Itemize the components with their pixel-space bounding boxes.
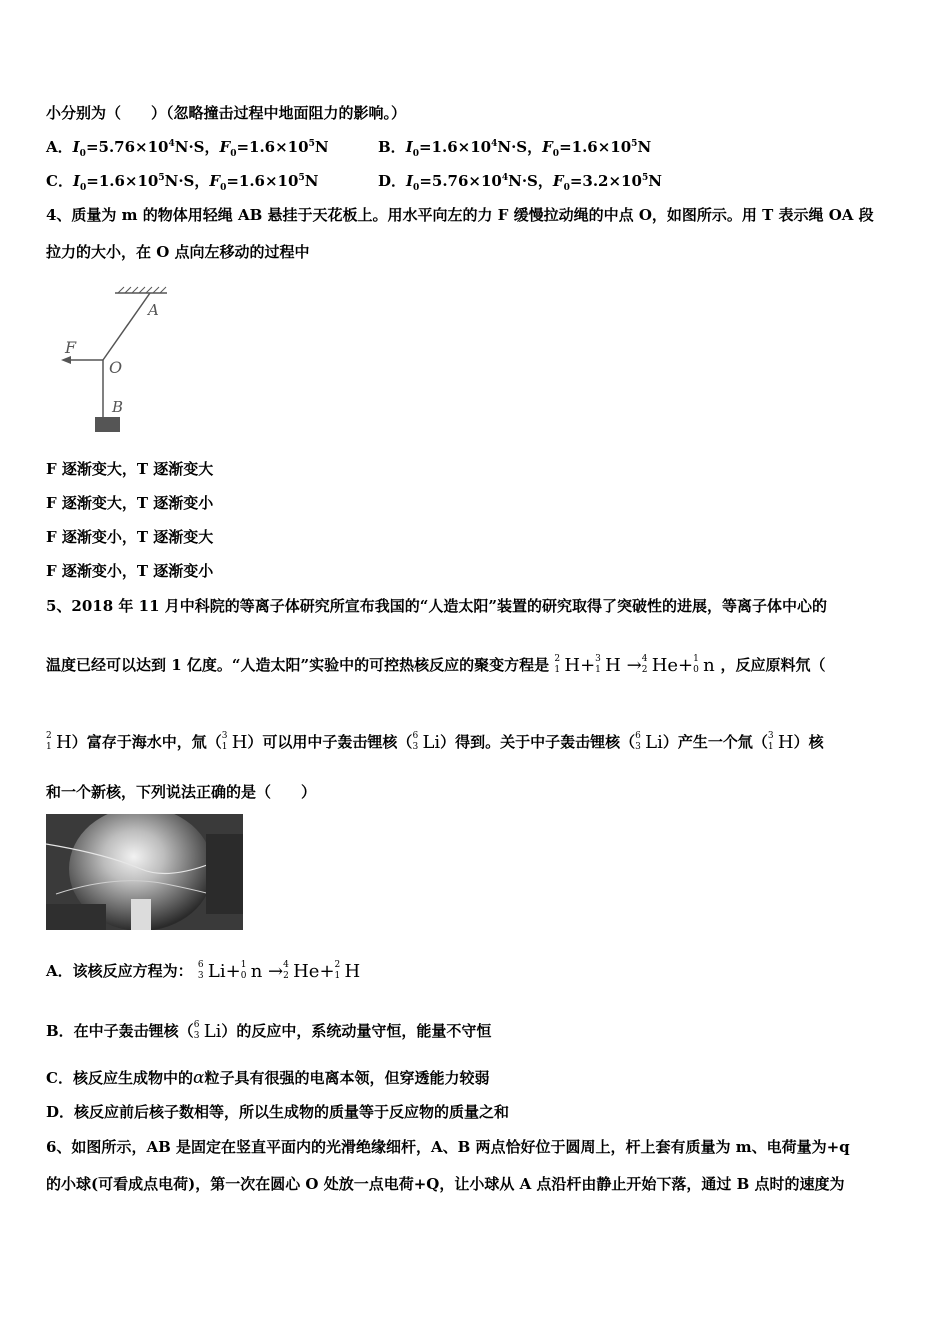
label-o: O <box>109 358 123 377</box>
label-f: F <box>65 338 77 357</box>
q3-option-d[interactable]: D．$I_0=5.76\times 10^4N\cdot S$，$F_0=3.2\times 10^5N$ <box>378 172 662 193</box>
q3-option-a[interactable]: A．$I_0=5.76\times 10^4N\cdot S$，$F_0=1.6\times 10^5N$ <box>46 138 329 159</box>
q4-option-a[interactable]: F 逐渐变大，T 逐渐变大 <box>46 460 214 478</box>
label-b: B <box>112 398 124 416</box>
q5-stem-line3: 2 1 H）富存于海水中，氚（ 3 1 H）可以用中子轰击锂核（ 6 3 Li）得到。关于中子轰击锂核（ 6 3 Li）产生一个氚（ 3 1 H）核 <box>46 731 824 753</box>
q6-stem-line2: 的小球(可看成点电荷)，第一次在圆心 O 处放一点电荷+Q，让小球从 A 点沿杆由静止开始下落，通过 B 点时的速度为 <box>46 1175 845 1193</box>
q5-option-c[interactable]: C．核反应生成物中的α粒子具有很强的电离本领，但穿透能力较弱 <box>46 1068 490 1088</box>
q5-option-a[interactable]: A．该核反应方程为： 6 3 Li+ 1 0 n → 4 2 He+ 2 1 H <box>46 960 361 982</box>
rope-oa <box>103 293 150 360</box>
mass-block <box>95 417 120 432</box>
q3-stem-end: 小分别为（ ）（忽略撞击过程中地面阻力的影响。） <box>46 104 407 122</box>
q4-stem-line1: 4、质量为 m 的物体用轻绳 AB 悬挂于天花板上。用水平向左的力 F 缓慢拉动绳的中点 O，如图所示。用 T 表示绳 OA 段 <box>46 206 874 224</box>
q3-option-b[interactable]: B．$I_0=1.6\times 10^4N\cdot S$，$F_0=1.6\times 10^5N$ <box>378 138 652 159</box>
q4-option-c[interactable]: F 逐渐变小，T 逐渐变大 <box>46 528 214 546</box>
q6-stem-line1: 6、如图所示，AB 是固定在竖直平面内的光滑绝缘细杆，A、B 两点恰好位于圆周上，杆上套有质量为 m、电荷量为+q <box>46 1138 850 1156</box>
q4-option-b[interactable]: F 逐渐变大，T 逐渐变小 <box>46 494 214 512</box>
q4-rope-figure <box>55 285 175 435</box>
q5-option-b[interactable]: B．在中子轰击锂核（ 6 3 Li）的反应中，系统动量守恒，能量不守恒 <box>46 1020 492 1042</box>
q4-stem-line2: 拉力的大小，在 O 点向左移动的过程中 <box>46 243 310 261</box>
q4-option-d[interactable]: F 逐渐变小，T 逐渐变小 <box>46 562 214 580</box>
q5-option-d[interactable]: D．核反应前后核子数相等，所以生成物的质量等于反应物的质量之和 <box>46 1103 510 1121</box>
fusion-equation: 2 1 H+ 3 1 H → 4 2 He+ 1 0 n <box>554 654 715 676</box>
q3-option-c[interactable]: C．$I_0=1.6\times 10^5N\cdot S$，$F_0=1.6\times 10^5N$ <box>46 172 319 193</box>
q5-stem-line1: 5、2018 年 11 月中科院的等离子体研究所宣布我国的“人造太阳”装置的研究取得了突破性的进展，等离子体中心的 <box>46 597 827 615</box>
q5-stem-line2: 温度已经可以达到 1 亿度。“人造太阳”实验中的可控热核反应的聚变方程是 2 1 H+ 3 1 H → 4 2 He+ 1 0 n ，反应原料氘（ <box>46 654 826 676</box>
label-a: A <box>148 301 159 319</box>
q5-stem-line4: 和一个新核，下列说法正确的是（ ） <box>46 783 317 801</box>
plasma-photo <box>46 814 243 930</box>
